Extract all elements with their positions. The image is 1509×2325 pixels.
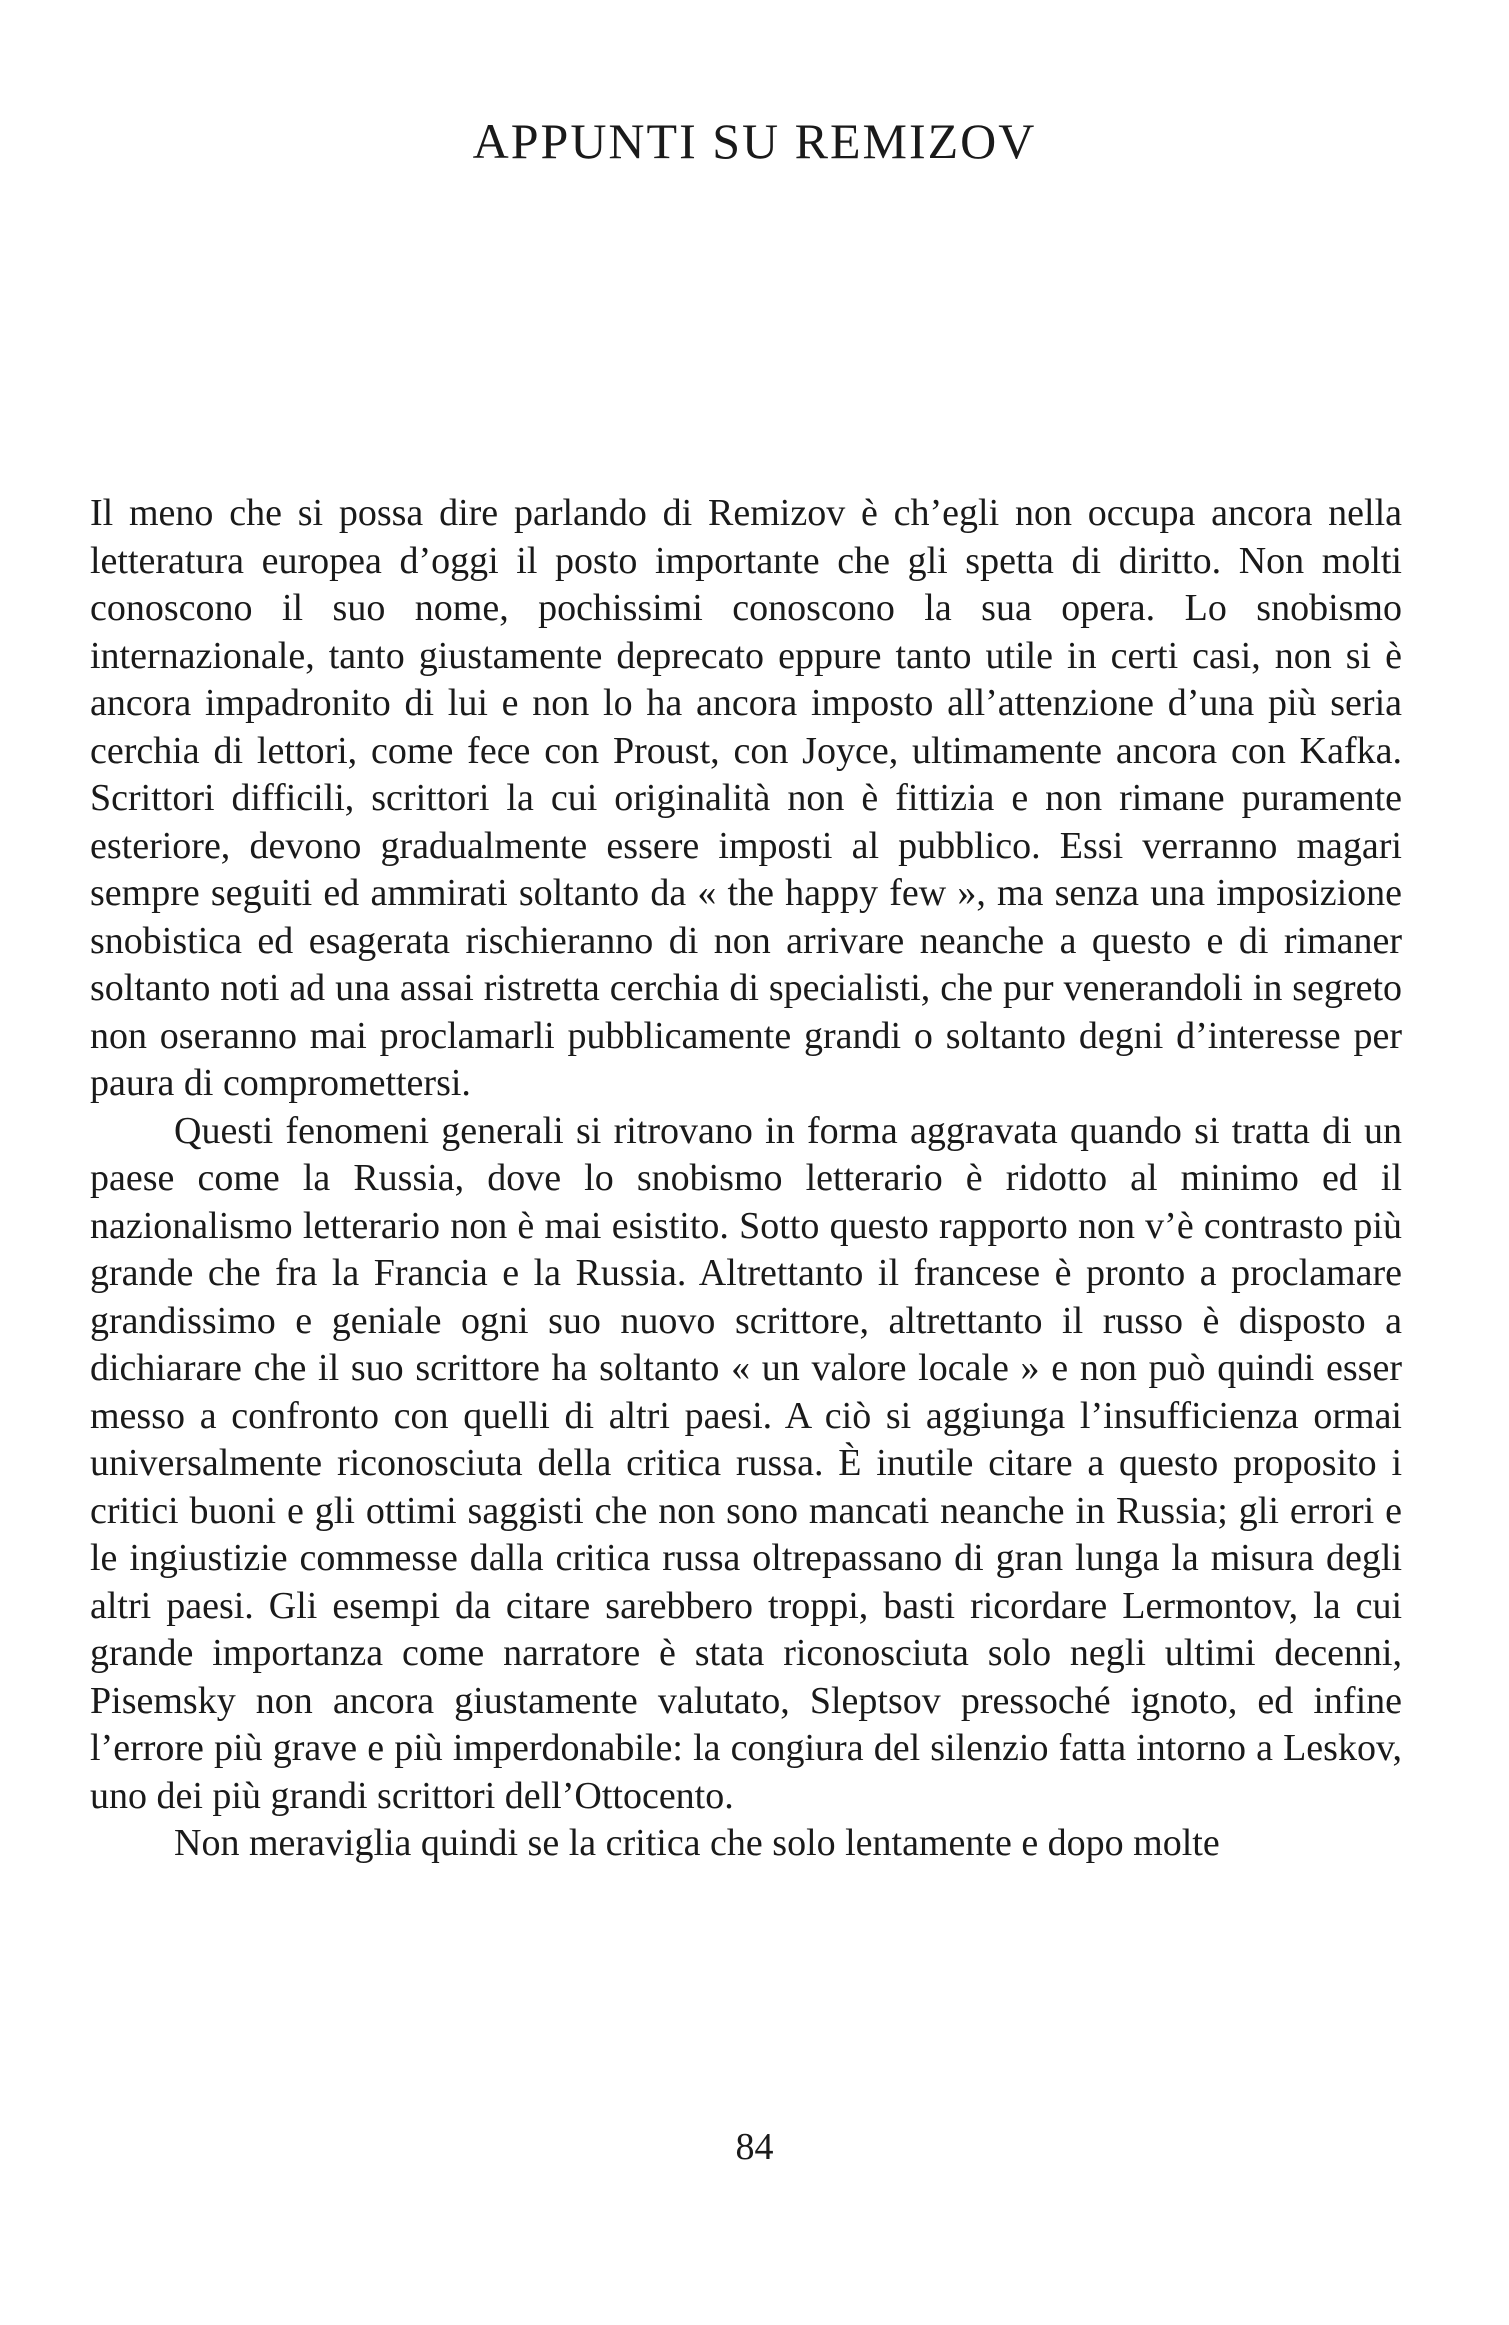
paragraph-3: Non meraviglia quindi se la critica che solo lentamente e dopo molte <box>174 1822 1220 1864</box>
body-text <box>90 490 1402 1868</box>
page-title: APPUNTI SU REMIZOV <box>472 113 1037 169</box>
page-number: 84 <box>735 2126 774 2168</box>
paragraph-1: Il meno che si possa dire parlando di Remizov è ch’egli non occupa ancora nella letteratura europea d’oggi il posto importante che gli spetta di diritto. Non molti conoscono il suo nome, pochissimi conoscono la sua opera. Lo snobismo internazionale, tanto giustamente deprecato eppure tanto utile in certi casi, non si è ancora impadronito di lui e non lo ha ancora imposto all’attenzione d’una più seria cerchia di lettori, come fece con Proust, con Joyce, ultimamente ancora con Kafka. Scrittori difficili, scrittori la cui originalità non è fittizia e non rimane puramente esteriore, devono gradualmente essere imposti al pubblico. Essi verranno magari sempre seguiti ed ammirati soltanto da « the happy few », ma senza una imposizione snobistica ed esagerata rischieranno di non arrivare neanche a questo e di rimaner soltanto noti ad una assai ristretta cerchia di specialisti, che pur venerandoli in segreto non oseranno mai proclamarli pubblicamente grandi o soltanto degni d’interesse per paura di compromettersi. <box>90 492 1402 1104</box>
paragraph-2: Questi fenomeni generali si ritrovano in forma aggravata quando si tratta di un paese come la Russia, dove lo snobismo letterario è ridotto al minimo ed il nazionalismo letterario non è mai esistito. Sotto questo rapporto non v’è contrasto più grande che fra la Francia e la Russia. Altrettanto il francese è pronto a proclamare grandissimo e geniale ogni suo nuovo scrittore, altrettanto il russo è disposto a dichiarare che il suo scrittore ha soltanto « un valore locale » e non può quindi esser messo a confronto con quelli di altri paesi. A ciò si aggiunga l’insufficienza ormai universalmente riconosciuta della critica russa. È inutile citare a questo proposito i critici buoni e gli ottimi saggisti che non sono mancati neanche in Russia; gli errori e le ingiustizie commesse dalla critica russa oltrepassano di gran lunga la misura degli altri paesi. Gli esempi da citare sarebbero troppi, basti ricordare Lermontov, la cui grande importanza come narratore è stata riconosciuta solo negli ultimi decenni, Pisemsky non ancora giustamente valutato, Sleptsov pressoché ignoto, ed infine l’errore più grave e più imperdonabile: la congiura del silenzio fatta intorno a Leskov, uno dei più grandi scrittori dell’Ottocento. <box>90 1109 1402 1817</box>
